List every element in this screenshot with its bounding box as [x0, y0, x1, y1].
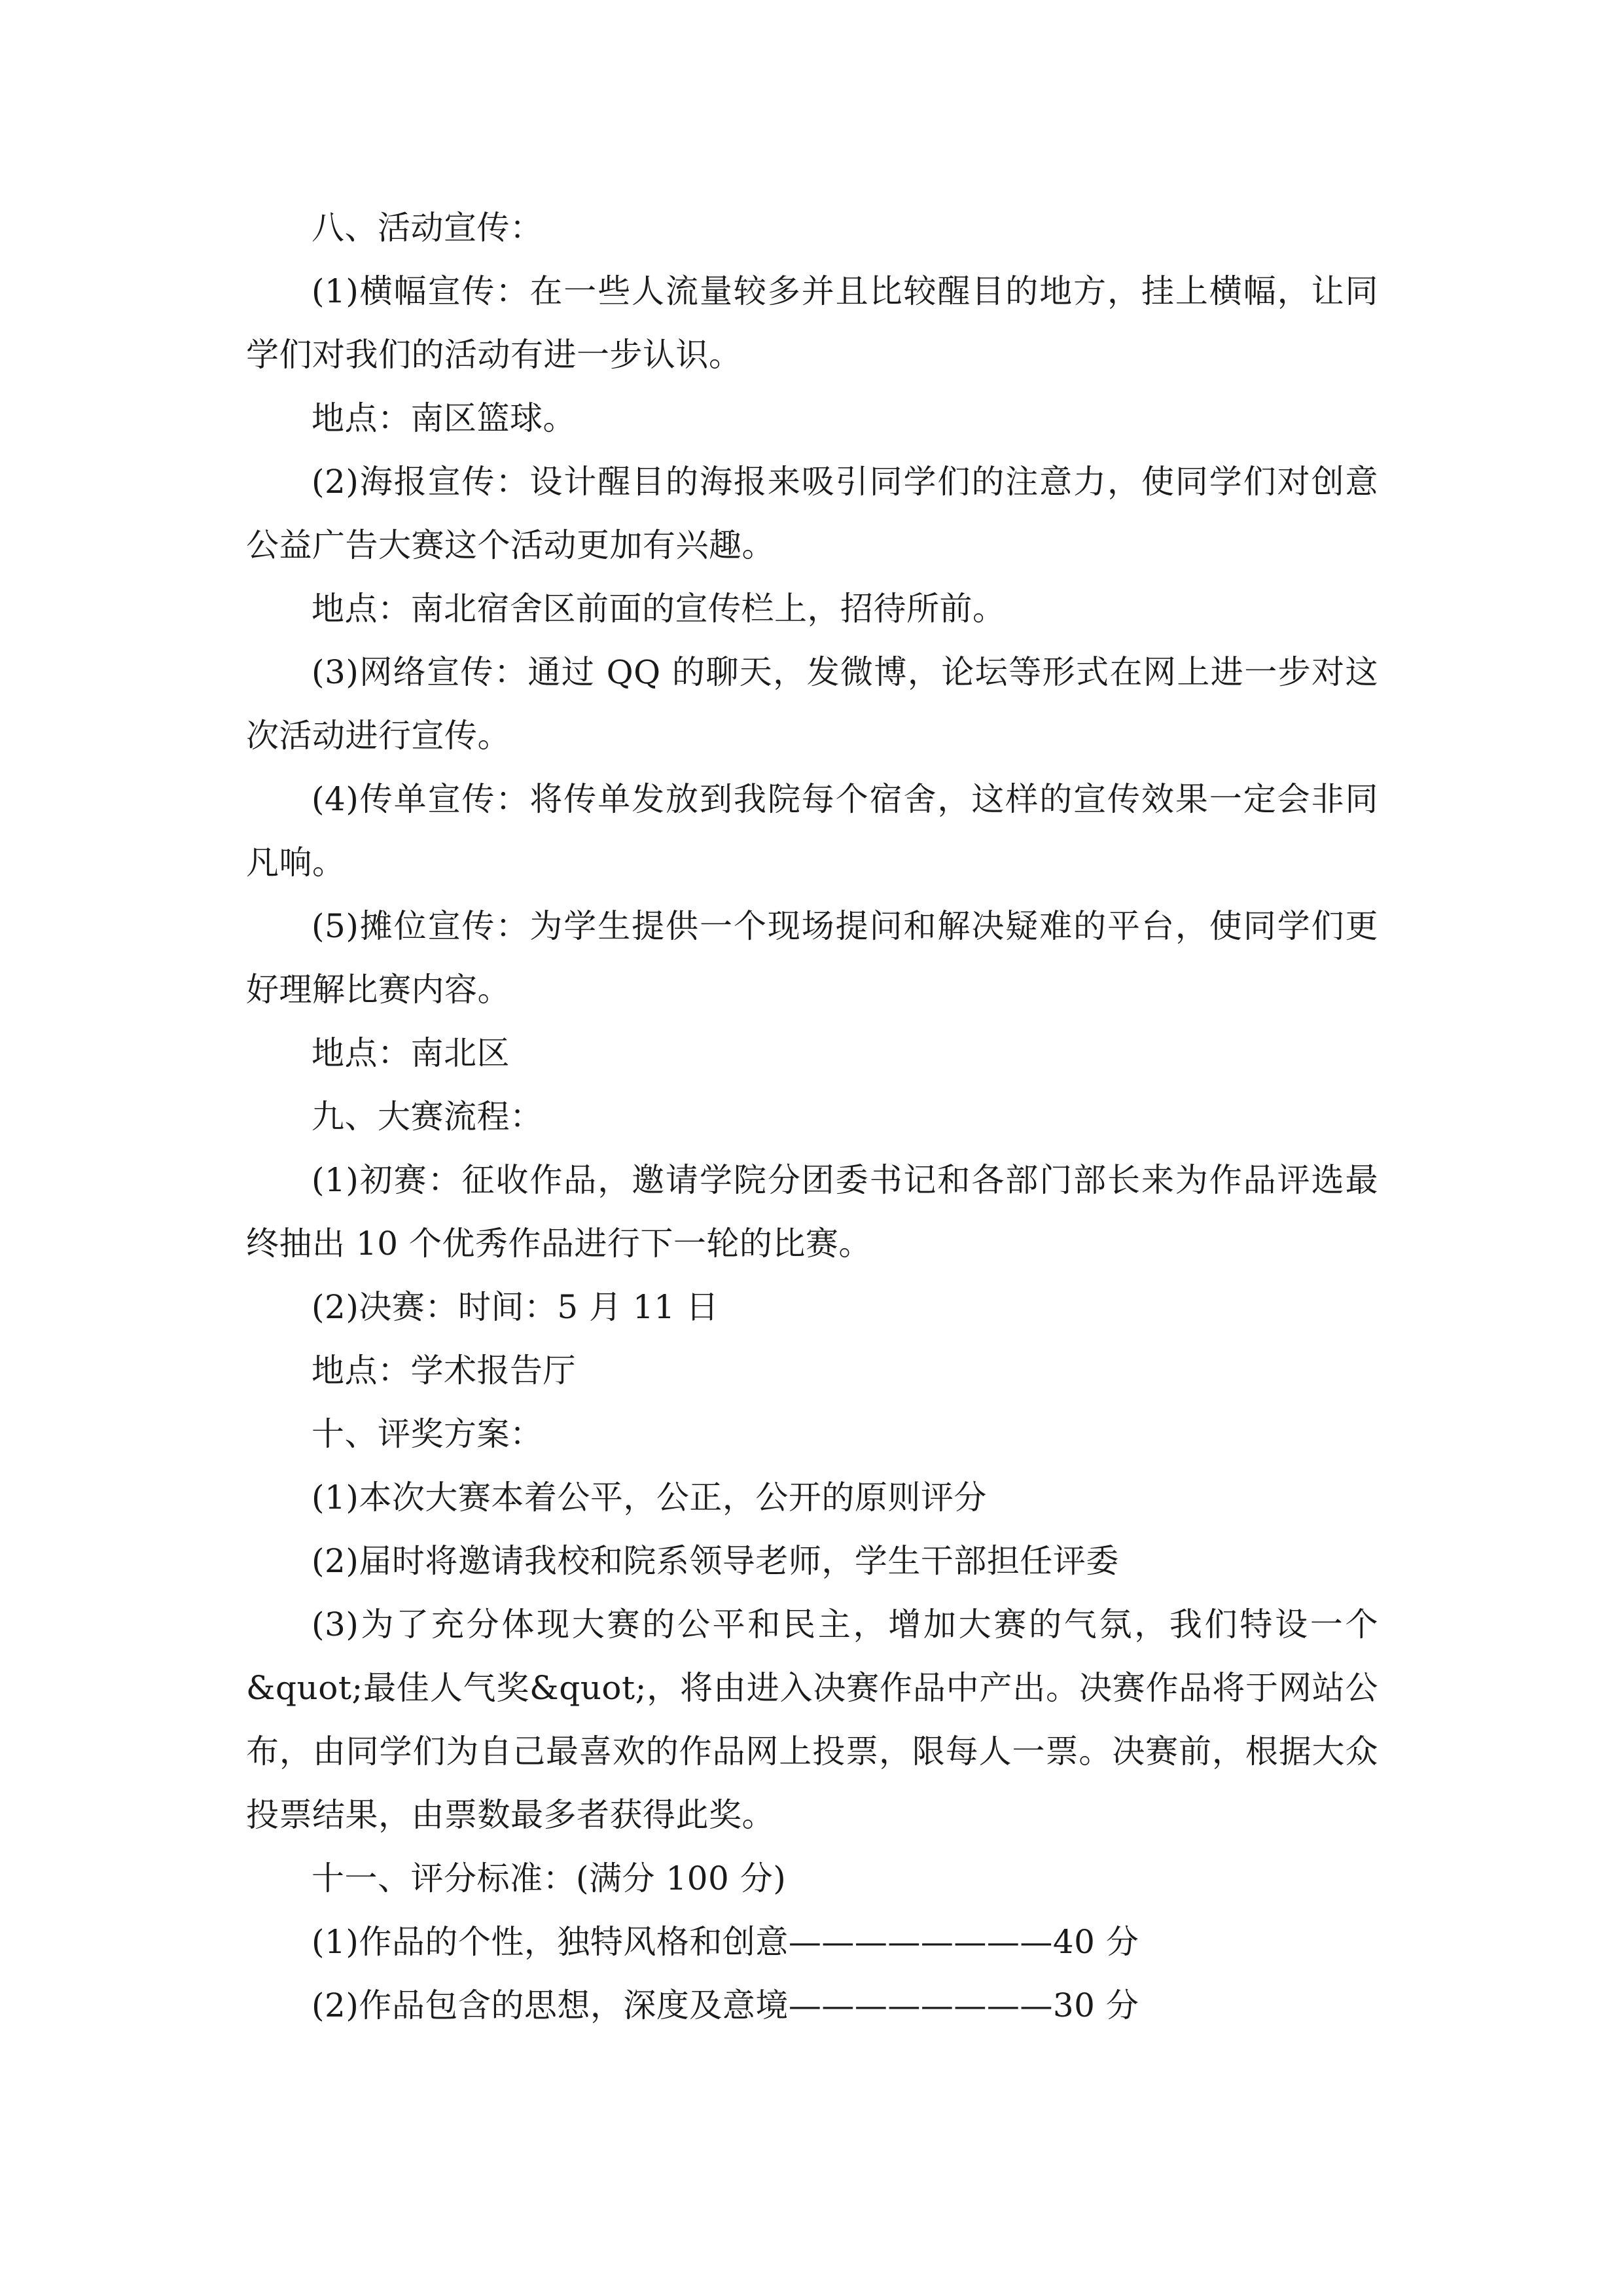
paragraph-criterion-depth: (2)作品包含的思想，深度及意境————————30 分 — [312, 1986, 1139, 2024]
section-heading-scoring-criteria: 十一、评分标准：(满分 100 分) — [312, 1859, 787, 1897]
paragraph-final-round-time: (2)决赛：时间：5 月 11 日 — [312, 1288, 719, 1326]
section-heading-award-plan: 十、评奖方案： — [312, 1415, 543, 1453]
paragraph-banner-location: 地点：南区篮球。 — [312, 399, 576, 437]
paragraph-flyer-publicity: (4)传单宣传：将传单发放到我院每个宿舍，这样的宣传效果一定会非同凡响。 — [246, 780, 1378, 882]
paragraph-booth-publicity: (5)摊位宣传：为学生提供一个现场提问和解决疑难的平台，使同学们更好理解比赛内容。 — [246, 907, 1378, 1009]
paragraph-poster-publicity: (2)海报宣传：设计醒目的海报来吸引同学们的注意力，使同学们对创意公益广告大赛这个活动更加有兴趣。 — [246, 463, 1378, 564]
document-body — [246, 196, 1378, 2037]
paragraph-network-publicity: (3)网络宣传：通过 QQ 的聊天，发微博，论坛等形式在网上进一步对这次活动进行宣传。 — [246, 653, 1378, 755]
paragraph-preliminary-round: (1)初赛：征收作品，邀请学院分团委书记和各部门部长来为作品评选最终抽出 10 个优秀作品进行下一轮的比赛。 — [246, 1161, 1378, 1263]
paragraph-fair-scoring: (1)本次大赛本着公平，公正，公开的原则评分 — [312, 1479, 987, 1516]
paragraph-criterion-creativity: (1)作品的个性，独特风格和创意————————40 分 — [312, 1923, 1139, 1961]
paragraph-judges: (2)届时将邀请我校和院系领导老师，学生干部担任评委 — [312, 1542, 1119, 1580]
paragraph-popularity-award: (3)为了充分体现大赛的公平和民主，增加大赛的气氛，我们特设一个&quot;最佳人气奖&quot;，将由进入决赛作品中产出。决赛作品将于网站公布，由同学们为自己最喜欢的作品网上投票，限每人一票。决赛前，根据大众投票结果，由票数最多者获得此奖。 — [246, 1605, 1378, 1834]
paragraph-final-round-location: 地点：学术报告厅 — [312, 1352, 576, 1390]
paragraph-booth-location: 地点：南北区 — [312, 1034, 510, 1072]
section-heading-publicity: 八、活动宣传： — [312, 209, 543, 247]
section-heading-process: 九、大赛流程： — [312, 1098, 543, 1136]
paragraph-poster-location: 地点：南北宿舍区前面的宣传栏上，招待所前。 — [312, 590, 1006, 628]
paragraph-banner-publicity: (1)横幅宣传：在一些人流量较多并且比较醒目的地方，挂上横幅，让同学们对我们的活动有进一步认识。 — [246, 272, 1378, 374]
